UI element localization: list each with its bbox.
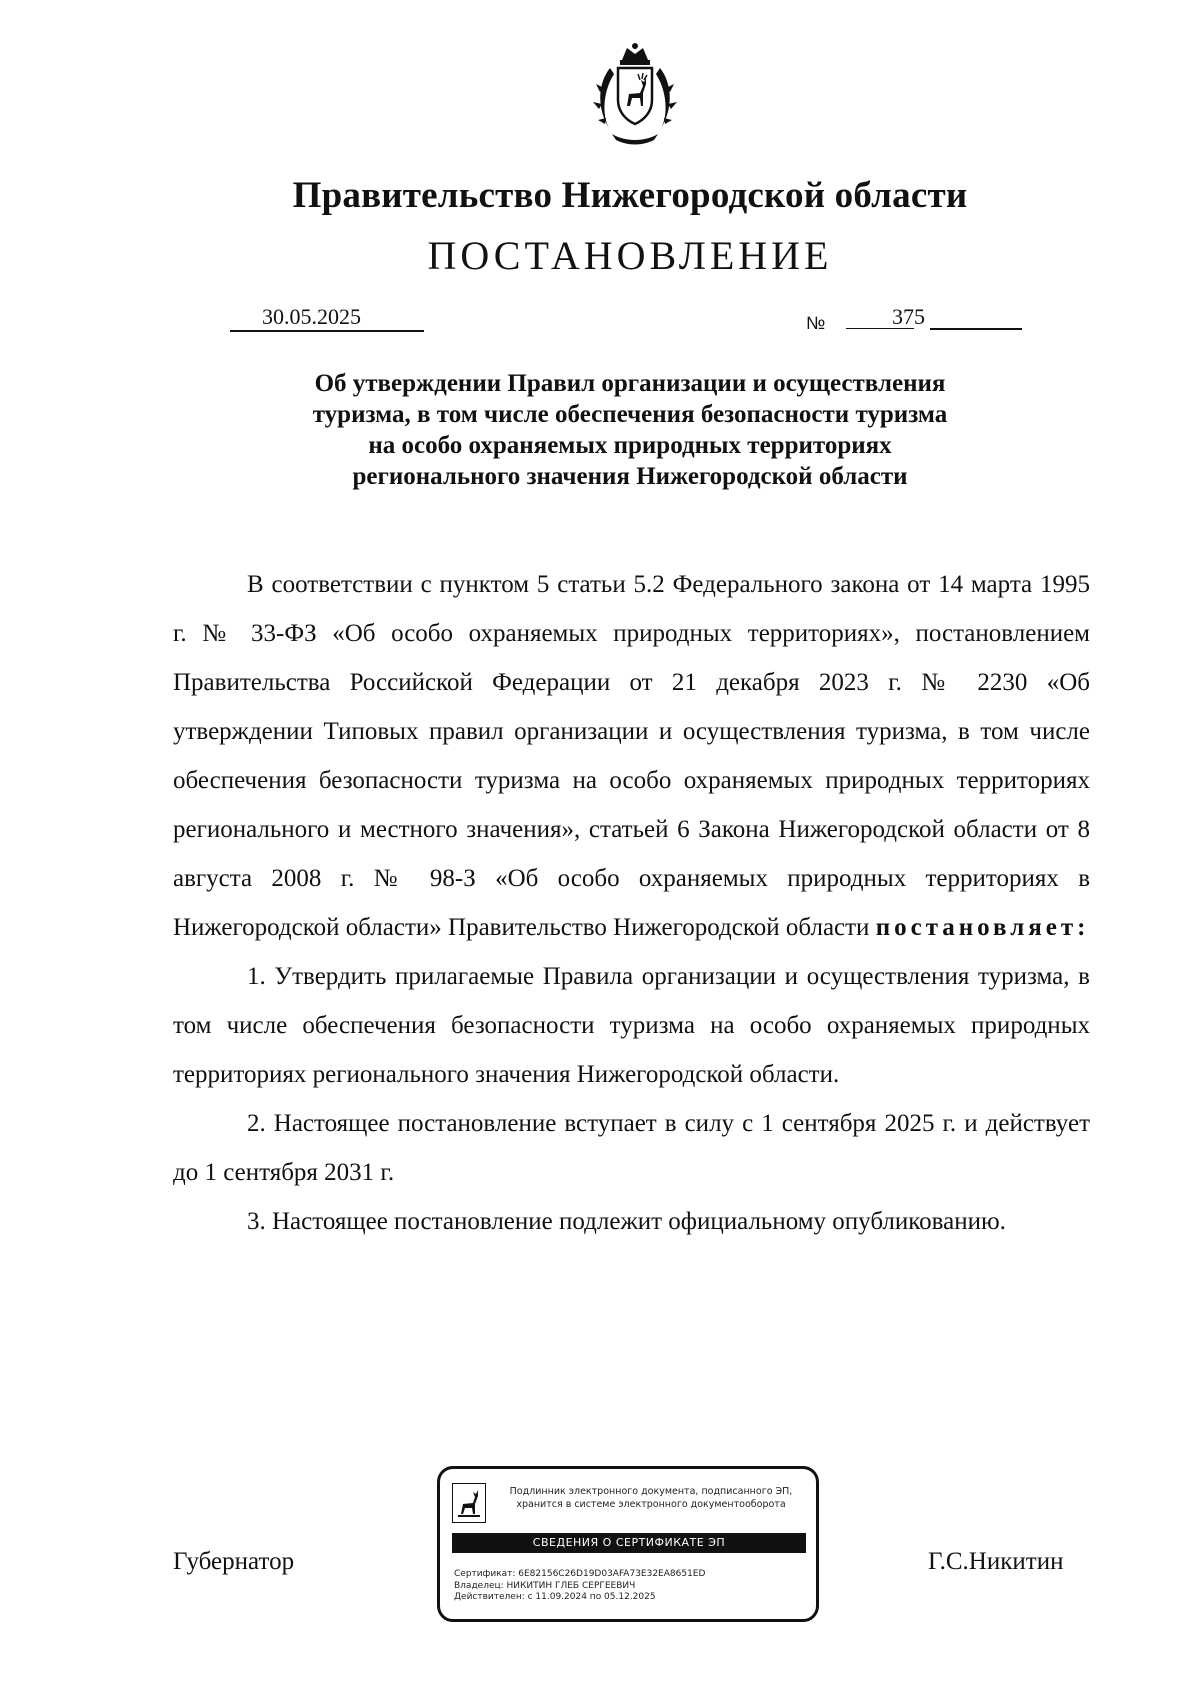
document-subject <box>0 368 1200 492</box>
document-type: ПОСТАНОВЛЕНИЕ <box>427 233 833 278</box>
item-paragraph: 3. Настоящее постановление подлежит официальному опубликованию. <box>247 1208 1006 1235</box>
document-body <box>173 560 1090 1246</box>
organization-title: Правительство Нижегородской области <box>292 175 968 216</box>
electronic-signature-stamp <box>437 1466 819 1622</box>
document-number: 375 <box>892 304 925 329</box>
number-label: № <box>806 313 826 333</box>
stamp-note-line: хранится в системе электронного документооборота <box>516 1499 786 1510</box>
deer-emblem-icon <box>452 1483 486 1523</box>
intro-paragraph <box>173 560 1090 952</box>
signatory-position: Губернатор <box>173 1548 295 1575</box>
certificate-info <box>454 1569 705 1604</box>
item-paragraph: 1. Утвердить прилагаемые Правила организации и осуществления туризма, в том числе обеспечения безопасности туризма на особо охраняемых природных территориях регионального значения Нижегородской области. <box>173 963 1090 1088</box>
document-date-field <box>230 304 424 332</box>
stamp-note-line: Подлинник электронного документа, подписанного ЭП, <box>509 1486 793 1497</box>
document-number-field <box>846 304 1022 330</box>
subject-line: на особо охраняемых природных территориях <box>368 432 892 459</box>
certificate-validity: Действителен: с 11.09.2024 по 05.12.2025 <box>454 1592 656 1602</box>
item-paragraph: 2. Настоящее постановление вступает в силу с 1 сентября 2025 г. и действует до 1 сентября 2031 г. <box>173 1110 1090 1186</box>
stamp-note <box>490 1485 812 1511</box>
certificate-number: Сертификат: 6E82156C26D19D03AFA73E32EA8651ED <box>454 1569 706 1579</box>
coat-of-arms-icon <box>580 38 690 148</box>
intro-text: В соответствии с пунктом 5 статьи 5.2 Федерального закона от 14 марта 1995 г. № 33-ФЗ «Об особо охраняемых природных территориях», постановлением Правительства Российской Федерации от 21 декабря 2023 г. № 2230 «Об утверждении Типовых правил организации и осуществления туризма, в том числе обеспечения безопасности туризма на особо охраняемых природных территориях регионального и местного значения», статьей 6 Закона Нижегородской области от 8 августа 2008 г. № 98-З «Об особо охраняемых природных территориях в Нижегородской области» Правительство Нижегородской области <box>173 571 1090 941</box>
certificate-title: СВЕДЕНИЯ О СЕРТИФИКАТЕ ЭП <box>452 1533 806 1553</box>
certificate-owner: Владелец: НИКИТИН ГЛЕБ СЕРГЕЕВИЧ <box>454 1580 636 1591</box>
signatory-name: Г.С.Никитин <box>928 1548 1064 1575</box>
subject-line: туризма, в том числе обеспечения безопасности туризма <box>312 401 948 428</box>
subject-line: регионального значения Нижегородской области <box>352 463 908 490</box>
resolves-word: постановляет: <box>875 914 1090 941</box>
document-date: 30.05.2025 <box>262 304 361 329</box>
subject-line: Об утверждении Правил организации и осуществления <box>314 370 946 397</box>
